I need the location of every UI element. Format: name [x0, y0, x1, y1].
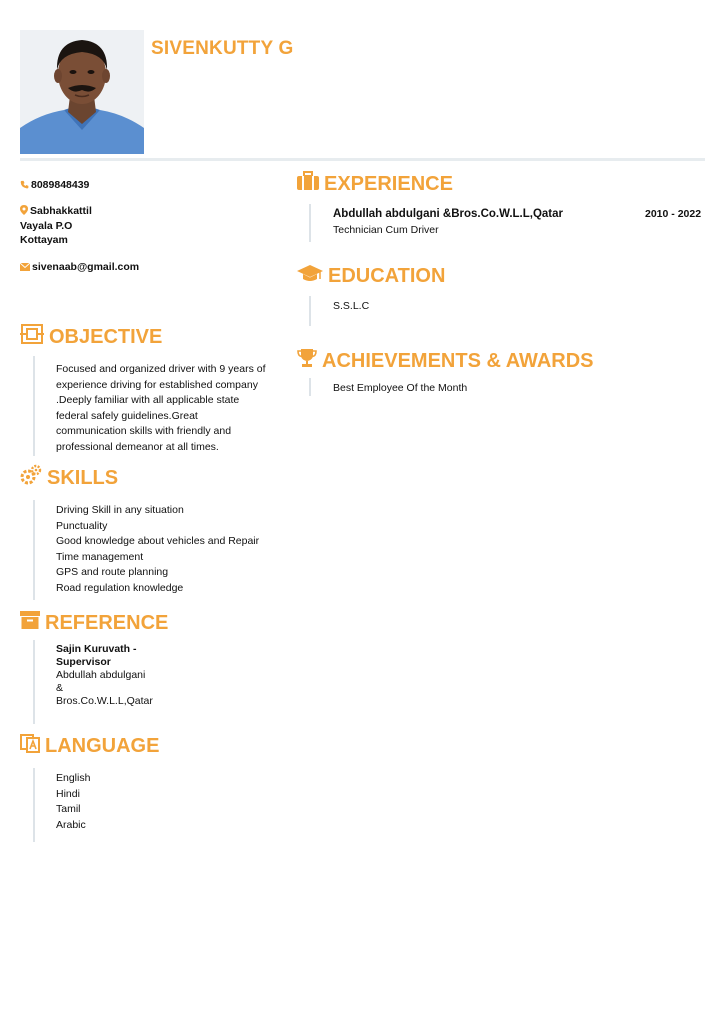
language-item: Tamil	[56, 803, 81, 815]
experience-bar	[309, 204, 311, 242]
objective-line: experience driving for established company	[56, 378, 258, 391]
objective-line: federal safely guidelines.Great	[56, 409, 198, 422]
experience-title: EXPERIENCE	[324, 172, 453, 195]
education-title: EDUCATION	[328, 264, 446, 287]
reference-org: Bros.Co.W.L.L,Qatar	[56, 695, 153, 707]
objective-text	[56, 362, 286, 455]
objective-line: .Deeply familiar with all applicable state	[56, 394, 240, 406]
objective-heading	[20, 323, 162, 351]
language-icon	[20, 733, 40, 759]
address-line-2: Vayala P.O	[20, 220, 73, 232]
skill-item: Road regulation knowledge	[56, 581, 184, 594]
language-title: LANGUAGE	[45, 734, 160, 757]
briefcase-icon	[297, 171, 319, 197]
profile-photo	[20, 30, 144, 154]
skill-item: Time management	[56, 550, 144, 563]
language-item: English	[56, 772, 91, 784]
language-heading	[20, 733, 159, 759]
email-contact	[20, 260, 139, 275]
reference-org: &	[56, 682, 64, 694]
gears-icon	[20, 464, 42, 492]
address-contact	[20, 204, 92, 247]
reference-details	[56, 643, 176, 708]
header-divider	[20, 158, 705, 161]
email-address: sivenaab@gmail.com	[32, 261, 140, 273]
phone-number: 8089848439	[31, 179, 90, 191]
experience-company: Abdullah abdulgani &Bros.Co.W.L.L,Qatar	[333, 208, 564, 220]
skills-heading	[20, 464, 118, 492]
objective-line: communication skills with friendly and	[56, 425, 232, 437]
skill-item: Good knowledge about vehicles and Repair	[56, 535, 260, 547]
achievements-heading	[297, 348, 594, 374]
address-line-1: Sabhakkattil	[30, 205, 92, 217]
language-item: Hindi	[56, 787, 80, 800]
skill-item: Driving Skill in any situation	[56, 504, 184, 516]
education-item: S.S.L.C	[333, 300, 370, 312]
education-bar	[309, 296, 311, 326]
skills-bar	[33, 500, 35, 600]
language-list	[56, 771, 176, 833]
objective-icon	[20, 323, 44, 351]
archive-box-icon	[20, 610, 40, 636]
skills-title: SKILLS	[47, 466, 119, 489]
language-item: Arabic	[56, 818, 86, 831]
reference-name: Sajin Kuruvath -	[56, 643, 137, 655]
skills-list	[56, 503, 296, 596]
graduation-cap-icon	[297, 263, 323, 289]
objective-line: Focused and organized driver with 9 years of	[56, 363, 266, 375]
reference-heading	[20, 610, 168, 636]
reference-position: Supervisor	[56, 656, 111, 668]
address-line-3: Kottayam	[20, 234, 68, 246]
location-pin-icon	[20, 205, 28, 219]
objective-line: professional demeanor at all times.	[56, 440, 219, 453]
achievements-title: ACHIEVEMENTS & AWARDS	[322, 349, 594, 372]
experience-role: Technician Cum Driver	[333, 224, 439, 236]
achievements-bar	[309, 378, 311, 396]
reference-org: Abdullah abdulgani	[56, 669, 146, 681]
phone-contact	[20, 178, 89, 193]
envelope-icon	[20, 261, 30, 275]
language-bar	[33, 768, 35, 842]
objective-title: OBJECTIVE	[49, 325, 163, 348]
reference-title: REFERENCE	[45, 611, 169, 634]
trophy-icon	[297, 348, 317, 374]
reference-bar	[33, 640, 35, 724]
education-heading	[297, 263, 445, 289]
objective-bar	[33, 356, 35, 456]
candidate-name: SIVENKUTTY G	[151, 38, 294, 59]
achievement-item: Best Employee Of the Month	[333, 382, 468, 394]
skill-item: GPS and route planning	[56, 566, 169, 578]
phone-icon	[20, 179, 29, 193]
experience-heading	[297, 171, 453, 197]
experience-dates: 2010 - 2022	[645, 208, 702, 220]
skill-item: Punctuality	[56, 519, 108, 532]
